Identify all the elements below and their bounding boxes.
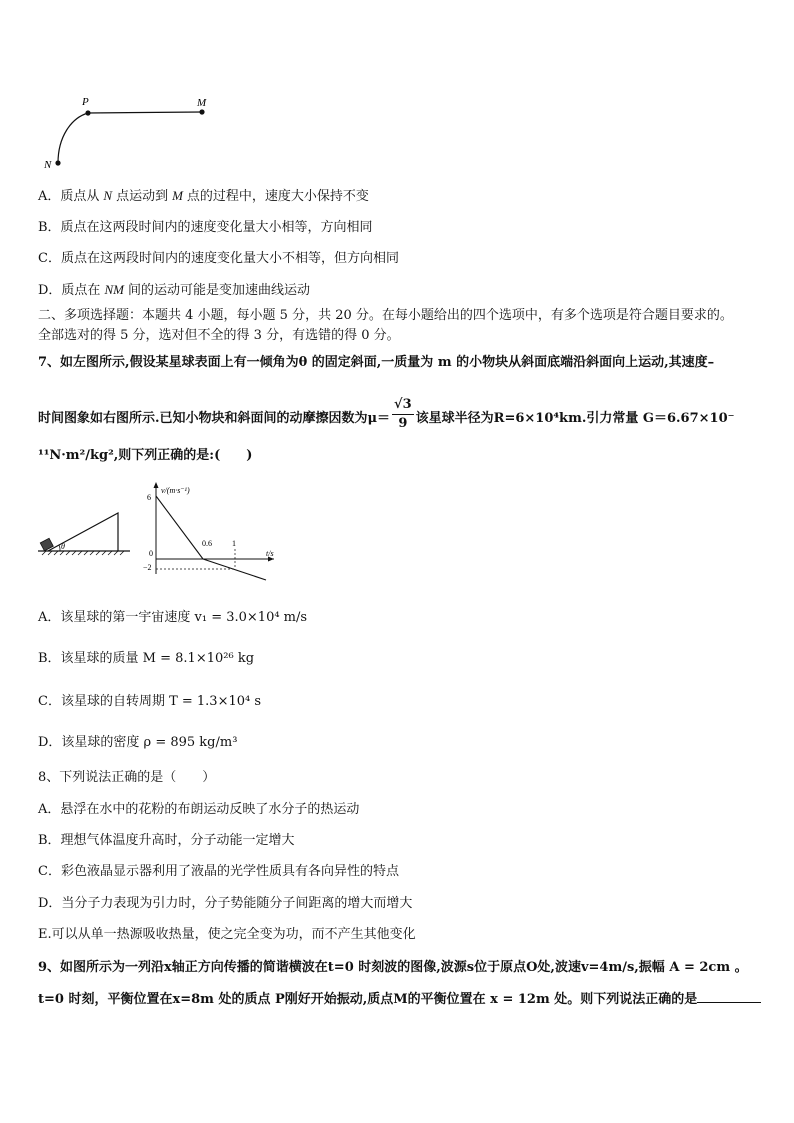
q8-option-c: C．彩色液晶显示器利用了液晶的光学性质具有各向异性的特点 <box>38 864 399 879</box>
label-P: P <box>82 96 89 108</box>
tick-0: 0 <box>149 549 153 558</box>
segment-decel-up <box>156 496 203 559</box>
v-axis-label: v/(m·s⁻¹) <box>161 486 190 495</box>
v-axis-arrow <box>154 482 159 488</box>
q7-option-d: D．该星球的密度 ρ = 895 kg/m³ <box>38 735 238 750</box>
q7-option-a: A．该星球的第一宇宙速度 v₁ = 3.0×10⁴ m/s <box>38 610 308 625</box>
tick-neg2: −2 <box>143 563 152 572</box>
point-M <box>199 109 204 114</box>
answer-blank[interactable] <box>697 990 761 1003</box>
incline-figure <box>36 505 132 561</box>
q7-stem-line2: 时间图象如右图所示.已知小物块和斜面间的动摩擦因数为μ＝ $\frac{√3}{9}$ 该星球半径为R=6×10⁴km.引力常量 G＝6.67×10⁻ <box>38 397 735 431</box>
q8-stem: 8、下列说法正确的是（ ） <box>38 770 216 785</box>
point-N <box>55 160 60 165</box>
q7-option-b: B．该星球的质量 M = 8.1×10²⁶ kg <box>38 651 255 666</box>
q8-option-e: E.可以从单一热源吸收热量，使之完全变为功，而不产生其他变化 <box>38 927 416 942</box>
q6-option-a: A．质点从 N 点运动到 M 点的过程中，速度大小保持不变 <box>38 188 369 204</box>
vt-graph <box>142 480 282 582</box>
mu-fraction: $\frac{√3}{9}$ <box>394 397 412 431</box>
q7-option-c: C．该星球的自转周期 T = 1.3×10⁴ s <box>38 694 262 709</box>
trajectory-curve <box>58 112 202 163</box>
label-M: M <box>197 97 207 109</box>
section2-line1: 二、多项选择题：本题共 4 小题，每小题 5 分，共 20 分。在每小题给出的四个选项中，有多个选项是符合题目要求的。 <box>38 308 733 323</box>
q6-option-b: B．质点在这两段时间内的速度变化量大小相等，方向相同 <box>38 220 373 235</box>
tick-6: 6 <box>147 493 151 502</box>
tick-0.6: 0.6 <box>202 539 212 548</box>
q8-option-b: B．理想气体温度升高时，分子动能一定增大 <box>38 833 295 848</box>
point-P <box>85 110 90 115</box>
theta-label: θ <box>61 542 65 551</box>
tick-1: 1 <box>232 539 236 548</box>
q8-option-d: D．当分子力表现为引力时，分子势能随分子间距离的增大而增大 <box>38 896 413 911</box>
q8-option-a: A．悬浮在水中的花粉的布朗运动反映了水分子的热运动 <box>38 802 360 817</box>
q7-stem-line3: ¹¹N·m²/kg²,则下列正确的是:( ) <box>38 448 253 463</box>
q9-stem-line2: t=0 时刻，平衡位置在x=8m 处的质点 P刚好开始振动,质点M的平衡位置在 x = 12m 处。则下列说法正确的是 <box>38 990 761 1008</box>
section2-line2: 全部选对的得 5 分，选对但不全的得 3 分，有选错的得 0 分。 <box>38 328 400 343</box>
q6-option-c: C．质点在这两段时间内的速度变化量大小不相等，但方向相同 <box>38 251 399 266</box>
q6-option-d: D．质点在 NM 间的运动可能是变加速曲线运动 <box>38 282 310 298</box>
angle-arc <box>59 545 60 551</box>
label-N: N <box>44 159 52 171</box>
t-axis-label: t/s <box>266 549 274 558</box>
incline-wedge <box>48 513 118 551</box>
q7-stem-line1: 7、如左图所示,假设某星球表面上有一倾角为θ 的固定斜面,一质量为 m 的小物块从斜面底端沿斜面向上运动,其速度– <box>38 355 715 370</box>
curve-figure <box>36 92 226 174</box>
segment-slide-down <box>203 559 266 580</box>
q9-stem-line1: 9、如图所示为一列沿x轴正方向传播的简谐横波在t=0 时刻波的图像,波源s位于原点O处,波速v=4m/s,振幅 A = 2cm 。 <box>38 960 748 975</box>
